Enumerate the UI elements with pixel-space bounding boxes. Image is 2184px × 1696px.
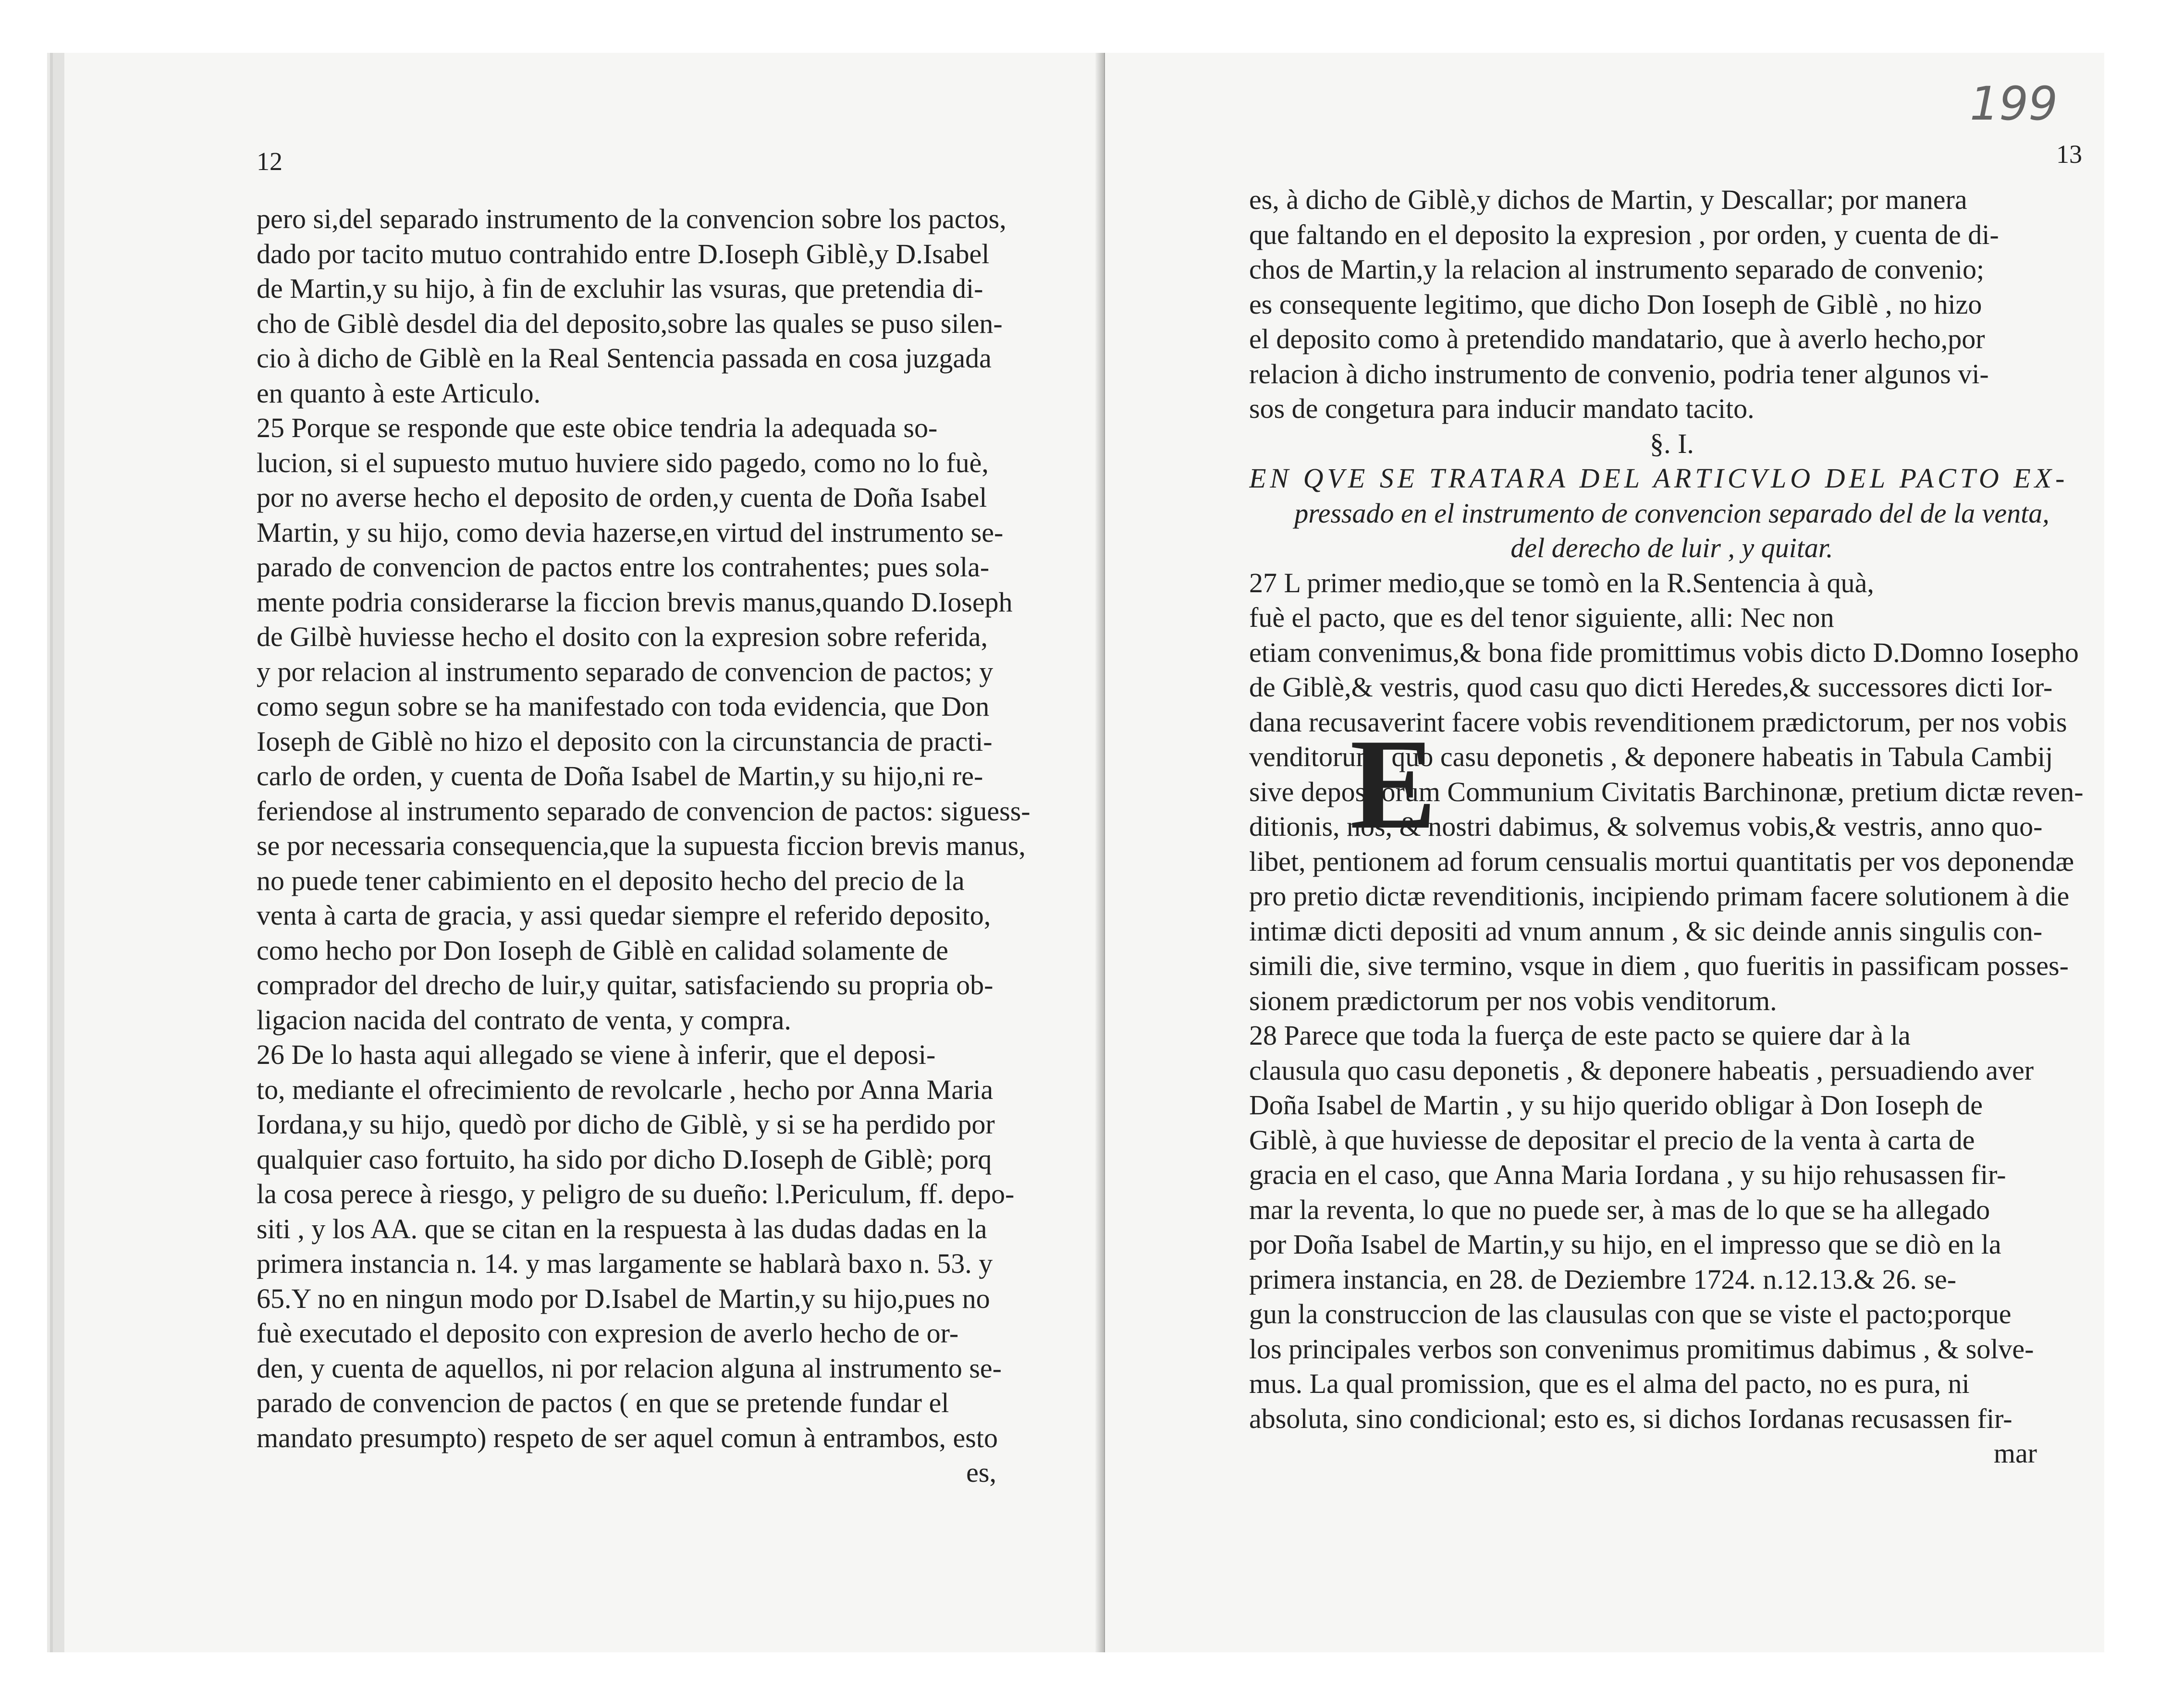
text-line: de Giblè,& vestris, quod casu quo dicti Heredes,& successores dicti Ior-	[1249, 671, 2053, 703]
right-body-lines-bottom	[1249, 566, 2095, 1437]
text-line: 25 Porque se responde que este obice tendria la adequada so-	[257, 412, 938, 443]
text-line: parado de convencion de pactos ( en que se pretende fundar el	[257, 1387, 949, 1418]
text-line: mus. La qual promission, que es el alma del pacto, no es pura, ni	[1249, 1368, 1970, 1399]
text-line: la cosa perece à riesgo, y peligro de su dueño: l.Periculum, ff. depo-	[257, 1178, 1015, 1209]
text-line: Ioseph de Giblè no hizo el deposito con la circunstancia de practi-	[257, 725, 993, 757]
text-line: mente podria considerarse la ficcion brevis manus,quando D.Ioseph	[257, 586, 1013, 618]
text-line: sive depositorum Communium Civitatis Barchinonæ, pretium dictæ reven-	[1249, 776, 2084, 807]
text-line: mar la reventa, lo que no puede ser, à mas de lo que se ha allegado	[1249, 1194, 1990, 1225]
text-line: los principales verbos son convenimus promitimus dabimus , & solve-	[1249, 1333, 2034, 1365]
left-body-lines	[257, 202, 1054, 1455]
text-line: lucion, si el supuesto mutuo huviere sido pagedo, como no lo fuè,	[257, 447, 989, 478]
text-line: qualquier caso fortuito, ha sido por dicho D.Ioseph de Giblè; porq	[257, 1143, 992, 1175]
text-line: siti , y los AA. que se citan en la respuesta à las dudas dadas en la	[257, 1213, 987, 1245]
text-line: pro pretio dictæ revenditionis, incipiendo primam facere solutionem à die	[1249, 880, 2070, 912]
text-line: pero si,del separado instrumento de la convencion sobre los pactos,	[257, 203, 1006, 234]
text-line: clausula quo casu deponetis , & deponere habeatis , persuadiendo aver	[1249, 1054, 2034, 1086]
text-line: feriendose al instrumento separado de convencion de pactos: siguess-	[257, 795, 1031, 827]
folio-mark: 199	[1970, 77, 2058, 131]
text-line: relacion à dicho instrumento de convenio, podria tener algunos vi-	[1249, 358, 1989, 390]
text-line: y por relacion al instrumento separado de convencion de pactos; y	[257, 656, 994, 687]
text-line: intimæ dicti depositi ad vnum annum , & sic deinde annis singulis con-	[1249, 915, 2043, 947]
text-line: 26 De lo hasta aqui allegado se viene à inferir, que el deposi-	[257, 1039, 936, 1070]
text-line: por Doña Isabel de Martin,y su hijo, en el impresso que se diò en la	[1249, 1229, 2001, 1260]
text-line: 28 Parece que toda la fuerça de este pacto se quiere dar à la	[1249, 1020, 1911, 1051]
text-line: Doña Isabel de Martin , y su hijo querido obligar à Don Ioseph de	[1249, 1089, 1983, 1121]
text-line: den, y cuenta de aquellos, ni por relacion alguna al instrumento se-	[257, 1352, 1002, 1384]
text-line: de Gilbè huviesse hecho el dosito con la expresion sobre referida,	[257, 621, 988, 652]
text-line: to, mediante el ofrecimiento de revolcarle , hecho por Anna Maria	[257, 1074, 994, 1105]
text-line: en quanto à este Articulo.	[257, 377, 541, 409]
text-line: primera instancia, en 28. de Deziembre 1724. n.12.13.& 26. se-	[1249, 1263, 1957, 1295]
text-line: fuè executado el deposito con expresion de averlo hecho de or-	[257, 1318, 959, 1349]
text-line: etiam convenimus,& bona fide promittimus vobis dicto D.Domno Iosepho	[1249, 636, 2079, 668]
text-line: es, à dicho de Giblè,y dichos de Martin, y Descallar; por manera	[1249, 184, 1967, 215]
text-line: como segun sobre se ha manifestado con toda evidencia, que Don	[257, 691, 990, 722]
text-line: ligacion nacida del contrato de venta, y compra.	[257, 1004, 791, 1036]
text-line: se por necessaria consequencia,que la supuesta ficcion brevis manus,	[257, 830, 1026, 861]
text-line: gracia en el caso, que Anna Maria Iordana , y su hijo rehusassen fir-	[1249, 1159, 2006, 1190]
text-line: sos de congetura para inducir mandato tacito.	[1249, 393, 1755, 424]
text-line: ditionis, nos, & nostri dabimus, & solvemus vobis,& vestris, anno quo-	[1249, 811, 2043, 842]
right-page	[1105, 53, 2104, 1652]
text-line: cho de Giblè desdel dia del deposito,sobre las quales se puso silen-	[257, 307, 1003, 339]
text-line: de Martin,y su hijo, à fin de excluhir las vsuras, que pretendia di-	[257, 273, 983, 304]
right-text-block	[1249, 183, 2095, 1471]
text-line: el deposito como à pretendido mandatario, que à averlo hecho,por	[1249, 323, 1985, 354]
section-heading: EN QVE SE TRATARA DEL ARTICVLO DEL PACTO EX-	[1249, 463, 2069, 494]
text-line: simili die, sive termino, vsque in diem , quo fueritis in passificam posses-	[1249, 950, 2069, 981]
page-number-left: 12	[257, 147, 282, 176]
text-line: absoluta, sino condicional; esto es, si dichos Iordanas recusassen fir-	[1249, 1403, 2012, 1434]
text-line: por no averse hecho el deposito de orden,y cuenta de Doña Isabel	[257, 482, 987, 513]
text-line: chos de Martin,y la relacion al instrumento separado de convenio;	[1249, 254, 1985, 285]
section-mark: §. I.	[1650, 427, 1694, 459]
text-line: Martin, y su hijo, como devia hazerse,en virtud del instrumento se-	[257, 516, 1004, 548]
drop-cap: E	[1350, 712, 1437, 856]
text-line: comprador del drecho de luir,y quitar, satisfaciendo su propria ob-	[257, 969, 994, 1001]
left-text-block	[257, 202, 1054, 1490]
text-line: no puede tener cabimiento en el deposito hecho del precio de la	[257, 865, 965, 896]
text-line: fuè el pacto, que es del tenor siguiente, alli: Nec non	[1249, 602, 1834, 633]
text-line: carlo de orden, y cuenta de Doña Isabel de Martin,y su hijo,ni re-	[257, 760, 983, 792]
text-line: venta à carta de gracia, y assi quedar siempre el referido deposito,	[257, 900, 991, 931]
text-line: parado de convencion de pactos entre los contrahentes; pues sola-	[257, 551, 990, 583]
text-line: es consequente legitimo, que dicho Don Ioseph de Giblè , no hizo	[1249, 288, 1982, 320]
section-heading-line: del derecho de luir , y quitar.	[1510, 532, 1833, 563]
text-line: gun la construccion de las clausulas con que se viste el pacto;porque	[1249, 1298, 2012, 1330]
text-line: como hecho por Don Ioseph de Giblè en calidad solamente de	[257, 934, 948, 966]
right-body-lines-top	[1249, 183, 2095, 427]
text-line: primera instancia n. 14. y mas largamente se hablarà baxo n. 53. y	[257, 1248, 993, 1279]
section-heading-line: pressado en el instrumento de convencion separado del de la venta,	[1294, 497, 2049, 529]
text-line: que faltando en el deposito la expresion , por orden, y cuenta de di-	[1249, 219, 1999, 250]
text-line: libet, pentionem ad forum censualis mortui quantitatis per vos deponendæ	[1249, 845, 2074, 877]
section-heading-continuation	[1249, 496, 2095, 566]
catchword-right: mar	[1993, 1438, 2037, 1469]
text-line: dana recusaverint facere vobis revenditionem prædictorum, per nos vobis	[1249, 706, 2067, 738]
catchword-left: es,	[966, 1457, 996, 1488]
text-line: mandato presumpto) respeto de ser aquel comun à entrambos, esto	[257, 1422, 998, 1453]
text-line: dado por tacito mutuo contrahido entre D.Ioseph Giblè,y D.Isabel	[257, 238, 990, 269]
text-line: Giblè, à que huviesse de depositar el precio de la venta à carta de	[1249, 1124, 1975, 1156]
text-line: venditorum, quo casu deponetis , & deponere habeatis in Tabula Cambij	[1249, 741, 2053, 772]
text-line: sionem prædictorum per nos vobis venditorum.	[1249, 985, 1777, 1016]
text-line: Iordana,y su hijo, quedò por dicho de Giblè, y si se ha perdido por	[257, 1109, 995, 1140]
left-page	[53, 53, 1112, 1652]
text-line: cio à dicho de Giblè en la Real Sentencia passada en cosa juzgada	[257, 342, 992, 374]
text-line: 27 L primer medio,que se tomò en la R.Sentencia à quà,	[1249, 567, 1874, 598]
page-number-right: 13	[2056, 140, 2082, 169]
text-line: 65.Y no en ningun modo por D.Isabel de Martin,y su hijo,pues no	[257, 1282, 990, 1314]
